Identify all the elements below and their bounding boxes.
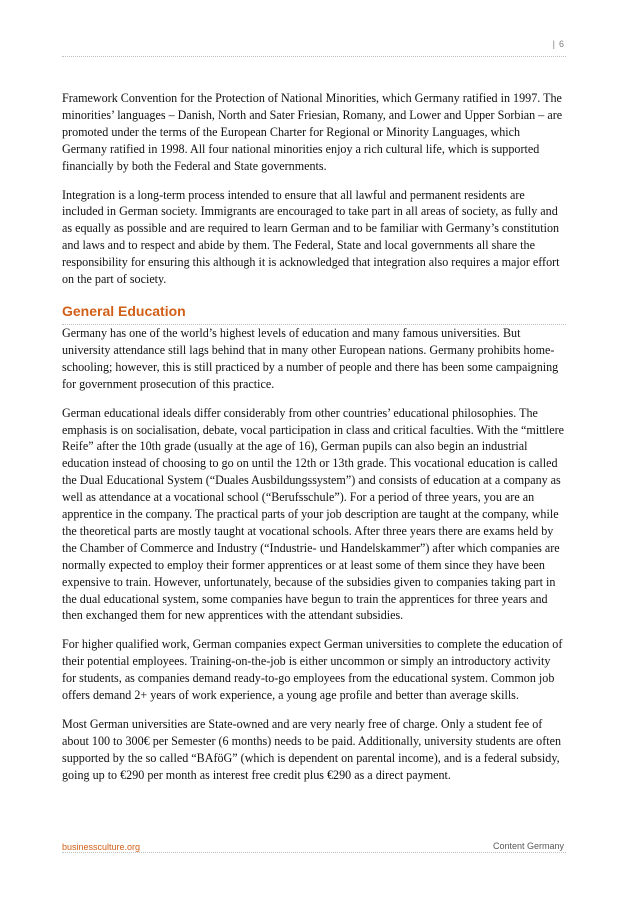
paragraph-minorities: Framework Convention for the Protection of National Minorities, which Germany ratified in 1997. The minorities’ languages – Danish, North and Sater Friesian, Romany, and Lower and Upper Sorbian – are promoted under the terms of the European Charter for Regional or Minority Languages, which Germany ratified in 1998. All four national minorities enjoy a rich cultural life, which is supported financially by both the Federal and State governments. <box>62 91 563 173</box>
paragraph-educational-ideals: German educational ideals differ considerably from other countries’ educational philosophies. The emphasis is on socialisation, debate, vocal participation in class and critical faculties. With the “mittlere Reife” after the 10th grade (usually at the age of 16), German pupils can also begin an industrial education instead of choosing to go on until the 12th or 13th grade. This vocational education is called the Dual Educational System (“Duales Ausbildungssystem”) and consists of education at a company as well as attendance at a vocational school (“Berufsschule”). For a period of three years, you are an apprentice in the company. The practical parts of your job description are taught at the company, while the theoretical parts are mostly taught at vocational schools. After three years there are exams held by the Chamber of Commerce and Industry (“Industrie- und Handelskammer”) after which companies are normally expected to employ their former apprentices or at least some of them since they have been expensive to train. However, unfortunately, because of the subsidies given to companies taking part in the dual educational system, some companies have begun to train the apprentices for three years and then exchanged them for new apprentices with the attendant subsidies. <box>62 405 565 623</box>
paragraph-higher-qualified-work: For higher qualified work, German companies expect German universities to complete the education of their potential employees. Training-on-the-job is either uncommon or simply an introductory activity for students, as companies demand ready-to-go employees from the educational system. Common job offers demand 2+ years of work experience, a young age profile and better than average skills. <box>62 637 563 703</box>
footer-title: Content Germany <box>492 841 564 851</box>
page-number: | 6 <box>552 39 564 49</box>
page-footer <box>62 836 566 853</box>
page-header <box>62 39 566 57</box>
paragraph-education-levels: Germany has one of the world’s highest levels of education and many famous universities. But university attendance still lags behind that in many other European nations. Germany prohibits home-schooling; however, this is still practiced by a number of people and there has been some campaigning for government prosecution of this practice. <box>62 325 559 391</box>
footer-site: businessculture.org <box>62 842 141 852</box>
document-body <box>62 90 566 796</box>
paragraph-integration: Integration is a long-term process intended to ensure that all lawful and permanent residents are included in German society. Immigrants are encouraged to take part in all areas of society, as fully and as equally as possible and are required to learn German and to be familiar with Germany’s constitution and laws and to respect and abide by them. The Federal, State and local governments all share the responsibility for ensuring this although it is acknowledged that integration also requires a major effort on the part of society. <box>62 187 560 287</box>
section-heading-general-education: General Education <box>62 302 566 325</box>
paragraph-universities: Most German universities are State-owned and are very nearly free of charge. Only a student fee of about 100 to 300€ per Semester (6 months) needs to be paid. Additionally, university students are often supported by the so called “BAföG” (which is dependent on parental income), and is a federal subsidy, going up to €290 per month as interest free credit plus €290 as a direct payment. <box>62 717 561 782</box>
page-number-value: 6 <box>558 39 564 49</box>
